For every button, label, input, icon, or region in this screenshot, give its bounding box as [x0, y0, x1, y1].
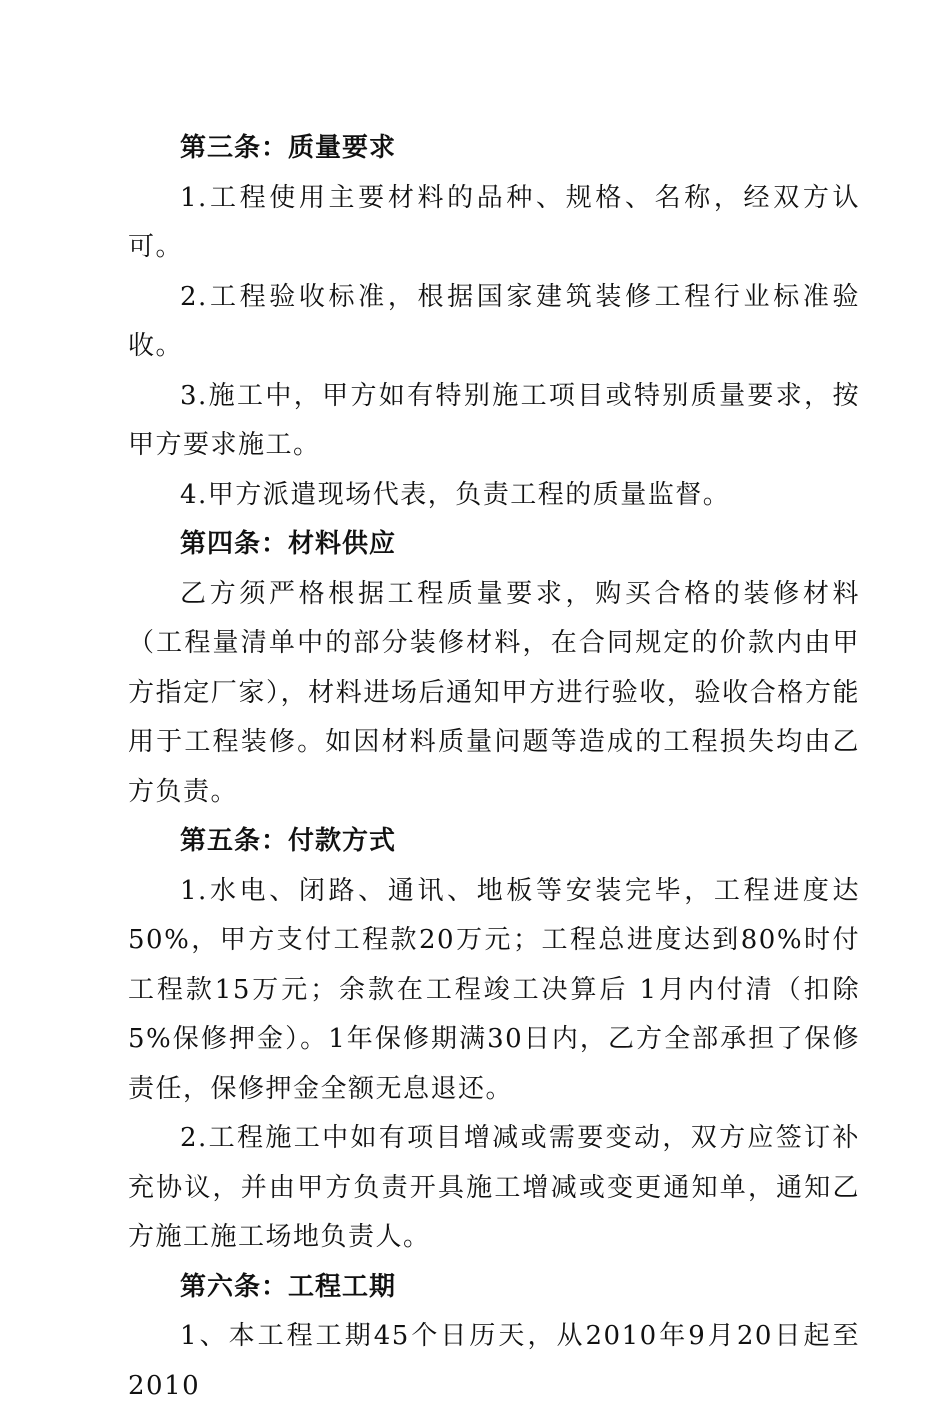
article-3-item-2: 2.工程验收标准，根据国家建筑装修工程行业标准验收。 [128, 281, 860, 361]
article-3-item-4: 4.甲方派遣现场代表，负责工程的质量监督。 [180, 479, 731, 510]
article-3-item-3: 3.施工中，甲方如有特别施工项目或特别质量要求，按甲方要求施工。 [128, 380, 860, 460]
article-3-heading: 第三条：质量要求 [180, 133, 397, 163]
article-4-body: 乙方须严格根据工程质量要求，购买合格的装修材料（工程量清单中的部分装修材料，在合同规定的价款内由甲方指定厂家），材料进场后通知甲方进行验收，验收合格方能用于工程装修。如因材料质量问题等造成的工程损失均由乙方负责。 [128, 578, 860, 807]
article-4-heading: 第四条：材料供应 [180, 529, 397, 559]
article-5-item-1: 1.水电、闭路、通讯、地板等安装完毕，工程进度达50%，甲方支付工程款20万元；工程总进度达到80%时付工程款15万元；余款在工程竣工决算后 1月内付清（扣除5%保修押金）。1年保修期满30日内，乙方全部承担了保修责任，保修押金全额无息退还。 [128, 875, 860, 1104]
article-5-heading: 第五条：付款方式 [180, 826, 397, 856]
article-3-item-1: 1.工程使用主要材料的品种、规格、名称，经双方认可。 [128, 182, 860, 262]
article-6-item-1: 1、本工程工期45个日历天，从2010年9月20日起至2010 [128, 1321, 860, 1401]
document-body [128, 124, 860, 1411]
article-6-heading: 第六条：工程工期 [180, 1271, 397, 1302]
article-5-item-2: 2.工程施工中如有项目增减或需要变动，双方应签订补充协议，并由甲方负责开具施工增减或变更通知单，通知乙方施工施工场地负责人。 [128, 1123, 860, 1252]
